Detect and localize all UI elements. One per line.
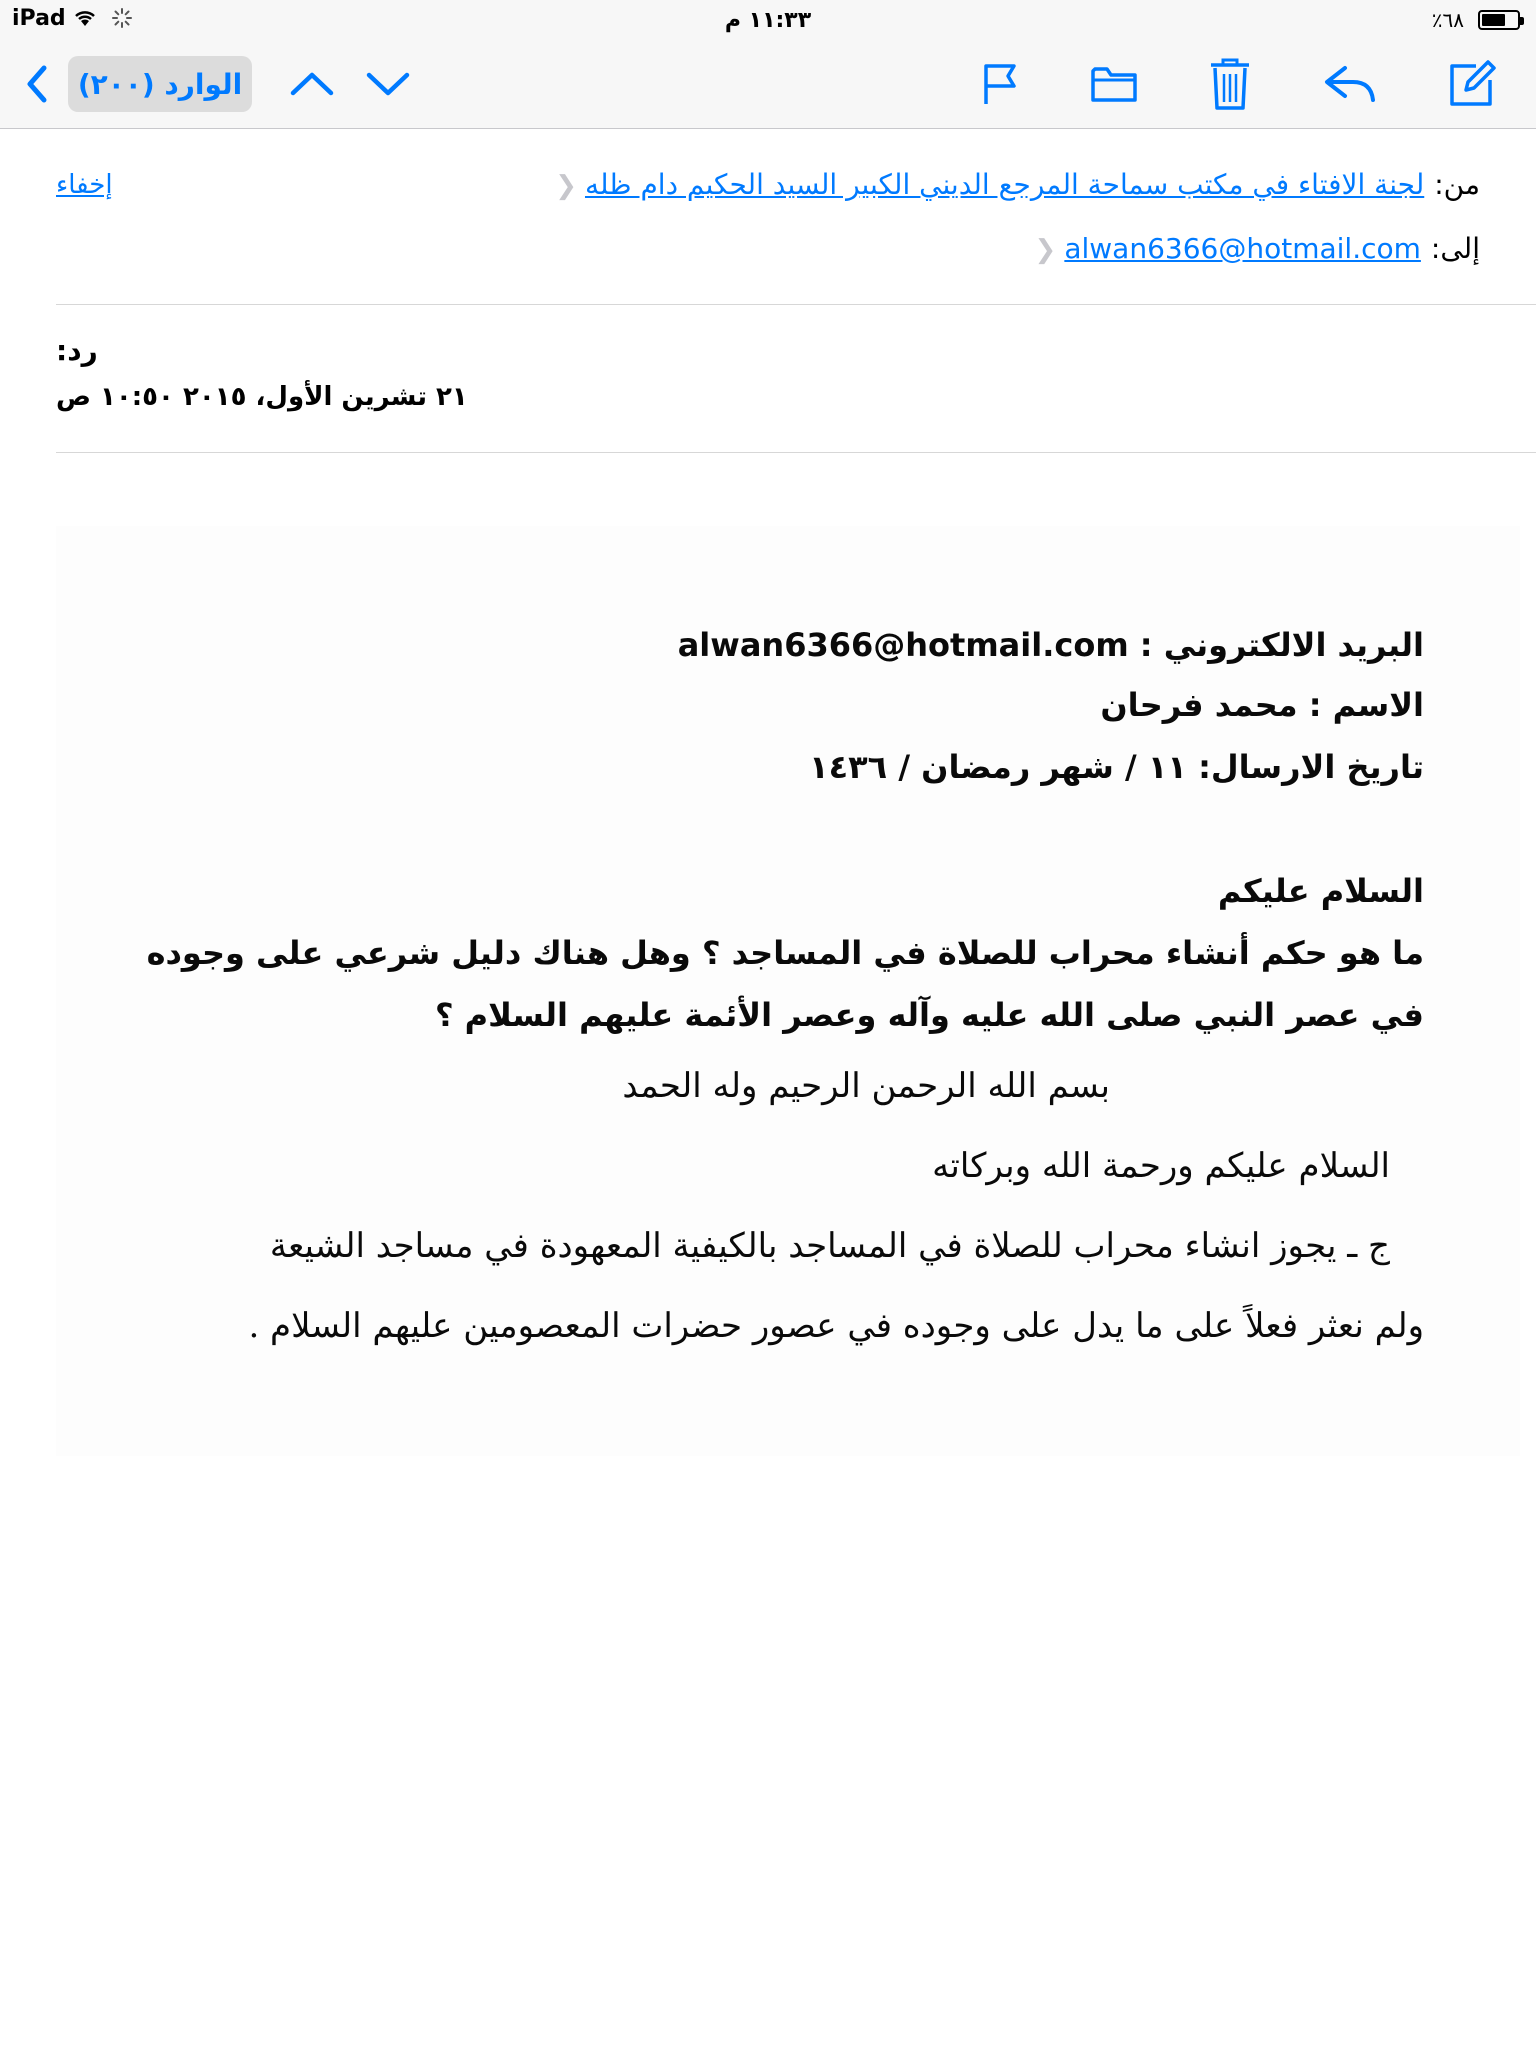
letter-email-line: البريد الالكتروني : alwan6366@hotmail.com (677, 626, 1424, 664)
reply-button[interactable] (1316, 40, 1384, 128)
chevron-left-icon: ❮ (1034, 235, 1057, 265)
inbox-button[interactable]: الوارد (٢٠٠) (68, 56, 252, 112)
letter-greeting: السلام عليكم (1217, 872, 1424, 910)
status-bar (0, 0, 1536, 40)
clock: ١١:٣٣ م (724, 8, 812, 33)
letter-basmala: بسم الله الرحمن الرحيم وله الحمد (622, 1066, 1110, 1106)
trash-icon (1209, 58, 1251, 110)
flag-button[interactable] (970, 40, 1030, 128)
mail-toolbar (0, 40, 1536, 129)
device-name: iPad (12, 6, 66, 31)
recipient-email-link[interactable]: alwan6366@hotmail.com (1064, 232, 1421, 265)
to-row (1035, 232, 1480, 265)
to-label: إلى: (1430, 232, 1480, 265)
from-label: من: (1434, 168, 1480, 201)
letter-answer-line-2: ولم نعثر فعلاً على ما يدل على وجوده في عصور حضرات المعصومين عليهم السلام . (248, 1306, 1424, 1346)
from-row (555, 168, 1480, 201)
message-date: ٢١ تشرين الأول، ٢٠١٥ ١٠:٥٠ ص (56, 382, 468, 412)
compose-button[interactable] (1440, 40, 1504, 128)
header-divider (56, 304, 1536, 305)
chevron-left-icon: ❮ (555, 171, 577, 201)
back-button[interactable] (16, 40, 56, 128)
letter-question-line-2: في عصر النبي صلى الله عليه وآله وعصر الأئمة عليهم السلام ؟ (434, 996, 1424, 1034)
compose-icon (1448, 60, 1496, 108)
letter-question-line-1: ما هو حكم أنشاء محراب للصلاة في المساجد ؟ وهل هناك دليل شرعي على وجوده (146, 934, 1424, 972)
letter-answer-line-1: ج ـ يجوز انشاء محراب للصلاة في المساجد بالكيفية المعهودة في مساجد الشيعة (269, 1226, 1390, 1266)
scanned-letter-image (56, 526, 1520, 1456)
chevron-left-icon (24, 64, 48, 104)
flag-icon (982, 62, 1018, 106)
subject: رد: (56, 334, 98, 367)
sender-name-link[interactable]: لجنة الافتاء في مكتب سماحة المرجع الديني الكبير السيد الحكيم دام ظله (584, 168, 1425, 201)
chevron-down-icon (366, 71, 410, 97)
chevron-up-icon (290, 71, 334, 97)
letter-date-line: تاريخ الارسال: ١١ / شهر رمضان / ١٤٣٦ (809, 748, 1424, 786)
previous-message-button[interactable] (280, 40, 344, 128)
folder-icon (1091, 65, 1137, 103)
trash-button[interactable] (1200, 40, 1260, 128)
battery-icon (1478, 10, 1520, 30)
hide-details-link[interactable]: إخفاء (56, 170, 113, 200)
letter-salam: السلام عليكم ورحمة الله وبركاته (932, 1146, 1390, 1186)
letter-name-line: الاسم : محمد فرحان (1100, 686, 1424, 724)
body-divider (56, 452, 1536, 453)
move-to-folder-button[interactable] (1082, 40, 1146, 128)
reply-icon (1323, 64, 1377, 104)
battery-percent: ٪٦٨ (1431, 8, 1464, 32)
next-message-button[interactable] (356, 40, 420, 128)
